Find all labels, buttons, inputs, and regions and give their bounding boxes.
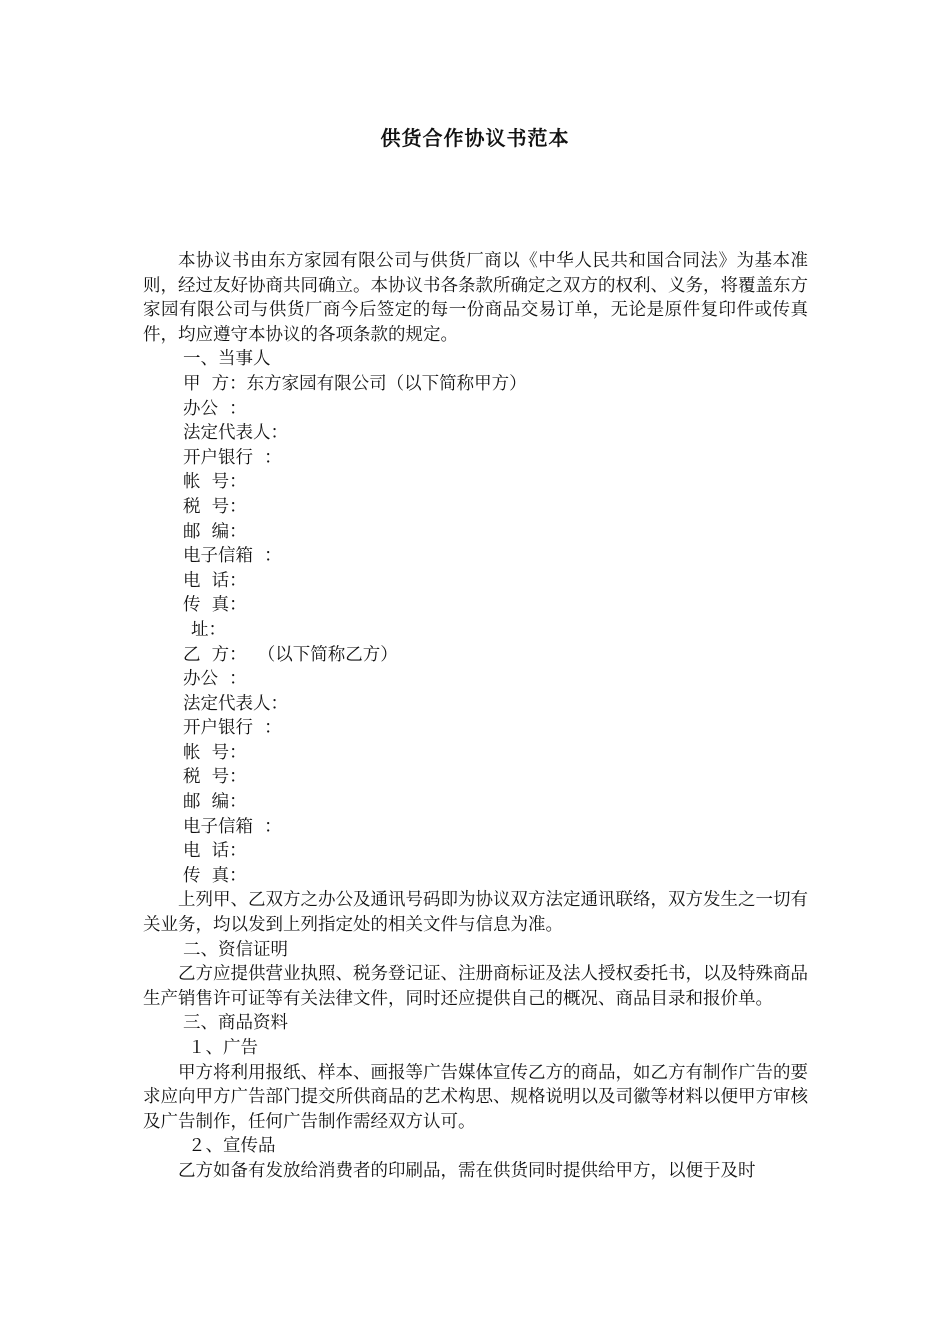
party-a-account: 帐 号： — [183, 472, 247, 493]
advertising-paragraph: 甲方将利用报纸、样本、画报等广告媒体宣传乙方的商品，如乙方有制作广告的要求应向甲方广告部门提交所供商品的艺术构思、规格说明以及司徽等材料以便甲方审核及广告制作，任何广告制作需经双方认可。 — [143, 1062, 808, 1132]
party-a-legal-rep: 法定代表人： — [183, 423, 288, 444]
party-a-tax: 税 号： — [183, 496, 247, 517]
party-b-phone: 电 话： — [183, 841, 247, 862]
party-b-tax: 税 号： — [183, 767, 247, 788]
credentials-paragraph: 乙方应提供营业执照、税务登记证、注册商标证及法人授权委托书，以及特殊商品生产销售许可证等有关法律文件，同时还应提供自己的概况、商品目录和报价单。 — [143, 964, 808, 1009]
party-a-name: 甲 方：东方家园有限公司（以下简称甲方） — [183, 373, 527, 394]
intro-paragraph: 本协议书由东方家园有限公司与供货厂商以《中华人民共和国合同法》为基本准则，经过友好协商共同确立。本协议书各条款所确定之双方的权利、义务，将覆盖东方家园有限公司与供货厂商今后签定的每一份商品交易订单，无论是原件复印件或传真件，均应遵守本协议的各项条款的规定。 — [143, 251, 808, 345]
party-b-account: 帐 号： — [183, 742, 247, 763]
party-a-fax: 传 真： — [183, 595, 247, 616]
party-a-bank: 开户银行 ： — [183, 447, 282, 468]
party-b-fax: 传 真： — [183, 865, 247, 886]
party-a-address: 址： — [191, 619, 226, 640]
party-b-name: 乙 方： （以下简称乙方） — [183, 644, 398, 665]
party-b-office: 办公 ： — [183, 669, 247, 690]
party-b-email: 电子信箱 ： — [183, 816, 282, 837]
section-heading-credentials: 二、资信证明 — [183, 939, 288, 960]
party-a-phone: 电 话： — [183, 570, 247, 591]
contact-clause-paragraph: 上列甲、乙双方之办公及通讯号码即为协议双方法定通讯联络，双方发生之一切有关业务，均以发到上列指定处的相关文件与信息为准。 — [143, 890, 808, 936]
document-title: 供货合作协议书范本 — [380, 126, 570, 150]
party-b-legal-rep: 法定代表人： — [183, 693, 288, 714]
section-heading-parties: 一、当事人 — [183, 349, 271, 370]
subsection-heading-advertising: １、广告 — [188, 1038, 258, 1058]
document-body — [143, 249, 808, 1184]
party-a-postcode: 邮 编： — [183, 521, 247, 542]
party-b-bank: 开户银行 ： — [183, 718, 282, 739]
subsection-heading-promo-materials: ２、宣传品 — [188, 1136, 276, 1157]
party-b-postcode: 邮 编： — [183, 792, 247, 813]
promo-materials-paragraph: 乙方如备有发放给消费者的印刷品，需在供货同时提供给甲方，以便于及时 — [178, 1160, 756, 1181]
party-a-email: 电子信箱 ： — [183, 546, 282, 567]
section-heading-product-info: 三、商品资料 — [183, 1013, 288, 1034]
party-a-office: 办公 ： — [183, 398, 247, 419]
